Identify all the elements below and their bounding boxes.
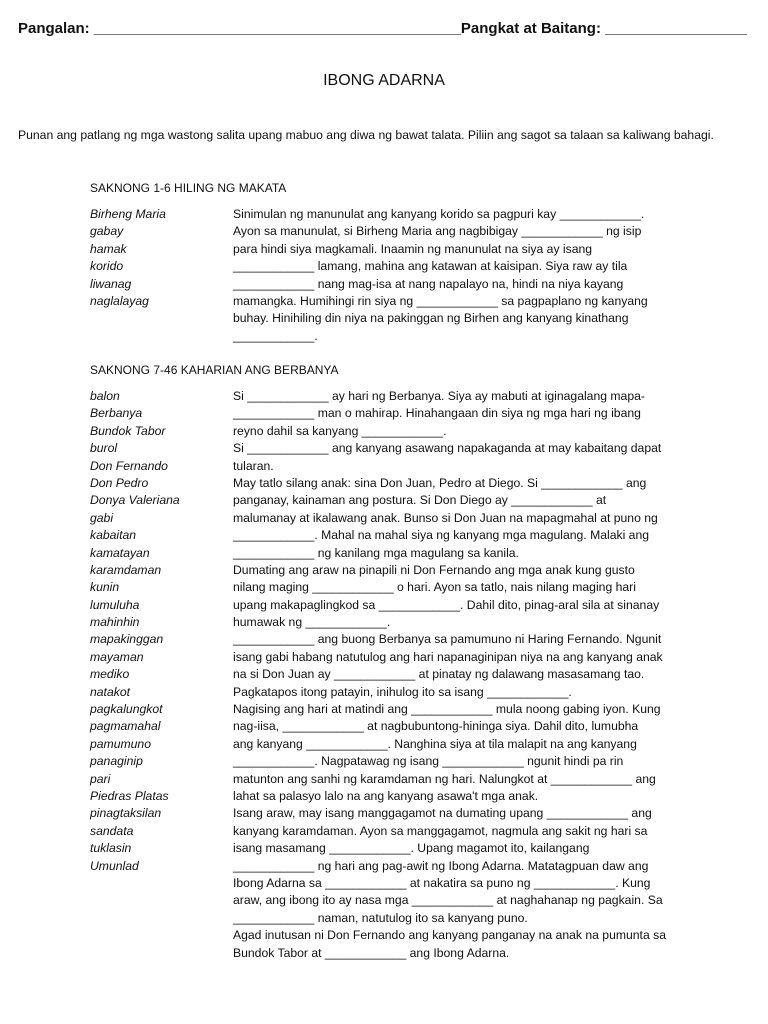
passage-line: May tatlo silang anak: sina Don Juan, Pedro at Diego. Si ____________ ang: [233, 475, 647, 490]
word-bank-item: tuklasin: [90, 841, 132, 856]
word-bank-item: panaginip: [90, 754, 143, 769]
passage-line: Sinimulan ng manunulat ang kanyang korido sa pagpuri kay ____________.: [233, 207, 645, 221]
passage-line: ____________ man o mahirap. Hinahangaan din siya ng mga hari ng ibang: [233, 406, 641, 421]
word-bank-item: sandata: [90, 823, 134, 838]
passage-line: humawak ng ____________.: [233, 615, 391, 630]
passage-line: ____________. Nagpatawag ng isang ____________ ngunit hindi pa rin: [233, 754, 624, 769]
passage-line: nilang maging ____________ o hari. Ayon sa tatlo, nais nilang maging hari: [233, 580, 636, 595]
word-bank-item: Birheng Maria: [90, 207, 166, 221]
word-bank-item: Bundok Tabor: [90, 423, 166, 438]
passage-line: Isang araw, may isang manggagamot na dumating upang ____________ ang: [233, 806, 652, 821]
word-bank-item: pinagtaksilan: [90, 806, 162, 821]
passage-line: buhay. Hinihiling din niya na pakinggan ng Birhen ang kanyang kinathang: [233, 311, 629, 326]
word-bank-item: naglalayag: [90, 293, 149, 308]
passage-line: Ibong Adarna sa ____________ at nakatira sa puno ng ____________. Kung: [233, 875, 651, 890]
word-bank-item: balon: [90, 389, 120, 403]
document-title: IBONG ADARNA: [323, 72, 445, 89]
word-bank-item: Piedras Platas: [90, 788, 169, 803]
word-bank-item: gabi: [90, 510, 114, 525]
passage-section-1: [233, 206, 693, 345]
passage-line: Ayon sa manunulat, si Birheng Maria ang nagbibigay ____________ ng isip: [233, 224, 642, 239]
passage-line: Si ____________ ang kanyang asawang napakaganda at may kabaitang dapat: [233, 441, 662, 456]
passage-line: malumanay at ikalawang anak. Bunso si Don Juan na mapagmahal at puno ng: [233, 510, 658, 525]
word-bank-item: hamak: [90, 241, 127, 256]
word-bank-item: lumuluha: [90, 597, 140, 612]
word-bank-item: Donya Valeriana: [90, 493, 180, 508]
passage-line: isang masamang ____________. Upang magamot ito, kailangang: [233, 841, 590, 856]
passage-line: Agad inutusan ni Don Fernando ang kanyang panganay na anak na pumunta sa: [233, 928, 666, 943]
passage-line: ____________ nang mag-isa at nang napalayo na, hindi na niya kayang: [233, 276, 624, 291]
word-bank-item: mahinhin: [90, 615, 140, 630]
passage-line: upang makapaglingkod sa ____________. Dahil dito, pinag-aral sila at sinanay: [233, 597, 660, 612]
word-bank-item: mediko: [90, 667, 130, 682]
instructions: Punan ang patlang ng mga wastong salita upang mabuo ang diwa ng bawat talata. Piliin ang sagot sa talaan sa kaliwang bahagi.: [18, 128, 714, 142]
passage-line: na si Don Juan ay ____________ at pinatay ng dalawang masasamang tao.: [233, 667, 645, 682]
passage-line: ____________ ang buong Berbanya sa pamumuno ni Haring Fernando. Ngunit: [233, 632, 662, 647]
passage-line: ____________ ng hari ang pag-awit ng Ibong Adarna. Matatagpuan daw ang: [233, 858, 649, 873]
name-field-label: Pangalan: ____________________________________________: [18, 20, 461, 37]
section-heading-2: SAKNONG 7-46 KAHARIAN ANG BERBANYA: [90, 363, 339, 377]
word-bank-item: kamatayan: [90, 545, 150, 560]
section-heading-1: SAKNONG 1-6 HILING NG MAKATA: [90, 181, 287, 195]
passage-line: lahat sa palasyo lalo na ang kanyang asawa't mga anak.: [233, 788, 539, 803]
passage-line: para hindi siya magkamali. Inaamin ng manunulat na siya ay isang: [233, 241, 593, 256]
passage-section-2: [233, 388, 693, 962]
passage-line: tularan.: [233, 458, 274, 473]
word-bank-item: korido: [90, 259, 124, 274]
passage-line: reyno dahil sa kanyang ____________.: [233, 423, 447, 438]
word-bank-item: pari: [90, 771, 111, 786]
word-bank-item: burol: [90, 441, 118, 456]
word-bank-item: kunin: [90, 580, 120, 595]
word-bank-section-2: [90, 388, 225, 875]
passage-line: ang kanyang ____________. Nanghina siya at tila malapit na ang kanyang: [233, 736, 637, 751]
word-bank-item: liwanag: [90, 276, 132, 291]
word-bank-item: pagkalungkot: [90, 702, 163, 717]
word-bank-item: mayaman: [90, 649, 144, 664]
passage-line: ____________.: [233, 328, 318, 343]
passage-line: Dumating ang araw na pinapili ni Don Fernando ang mga anak kung gusto: [233, 562, 635, 577]
passage-line: ____________ lamang, mahina ang katawan at kaisipan. Siya raw ay tila: [233, 259, 628, 274]
student-info-header: [18, 18, 748, 40]
passage-line: nag-iisa, ____________ at nagbubuntong-hininga siya. Dahil dito, lumubha: [233, 719, 639, 734]
word-bank-item: Don Pedro: [90, 475, 149, 490]
passage-line: isang gabi habang natutulog ang hari napanaginipan niya na ang kanyang anak: [233, 649, 663, 664]
word-bank-item: gabay: [90, 224, 124, 239]
passage-line: ____________ naman, natutulog ito sa kanyang puno.: [233, 910, 528, 925]
word-bank-item: Umunlad: [90, 858, 139, 873]
passage-line: araw, ang ibong ito ay nasa mga ____________ at naghahanap ng pagkain. Sa: [233, 893, 663, 908]
passage-line: kanyang karamdaman. Ayon sa manggagamot, nagmula ang sakit ng hari sa: [233, 823, 648, 838]
passage-line: Nagising ang hari at matindi ang ____________ mula noong gabing iyon. Kung: [233, 702, 661, 717]
word-bank-item: natakot: [90, 684, 130, 699]
word-bank-item: kabaitan: [90, 528, 137, 543]
passage-line: Si ____________ ay hari ng Berbanya. Siya ay mabuti at iginagalang mapa-: [233, 389, 645, 403]
word-bank-item: mapakinggan: [90, 632, 164, 647]
word-bank-item: Berbanya: [90, 406, 143, 421]
passage-line: matunton ang sanhi ng karamdaman ng hari. Nalungkot at ____________ ang: [233, 771, 656, 786]
word-bank-item: pamumuno: [90, 736, 151, 751]
passage-line: Bundok Tabor at ____________ ang Ibong Adarna.: [233, 945, 510, 960]
passage-line: panganay, kainaman ang postura. Si Don Diego ay ____________ at: [233, 493, 607, 508]
grade-section-field-label: Pangkat at Baitang: _________________: [460, 20, 747, 37]
passage-line: ____________ ng kanilang mga magulang sa kanila.: [233, 545, 519, 560]
passage-line: mamangka. Humihingi rin siya ng ____________ sa pagpaplano ng kanyang: [233, 293, 648, 308]
word-bank-item: pagmamahal: [90, 719, 161, 734]
word-bank-item: Don Fernando: [90, 458, 168, 473]
passage-line: Pagkatapos itong patayin, inihulog ito sa isang ____________.: [233, 684, 572, 699]
word-bank-item: karamdaman: [90, 562, 162, 577]
passage-line: ____________. Mahal na mahal siya ng kanyang mga magulang. Malaki ang: [233, 528, 650, 543]
word-bank-section-1: [90, 206, 225, 310]
